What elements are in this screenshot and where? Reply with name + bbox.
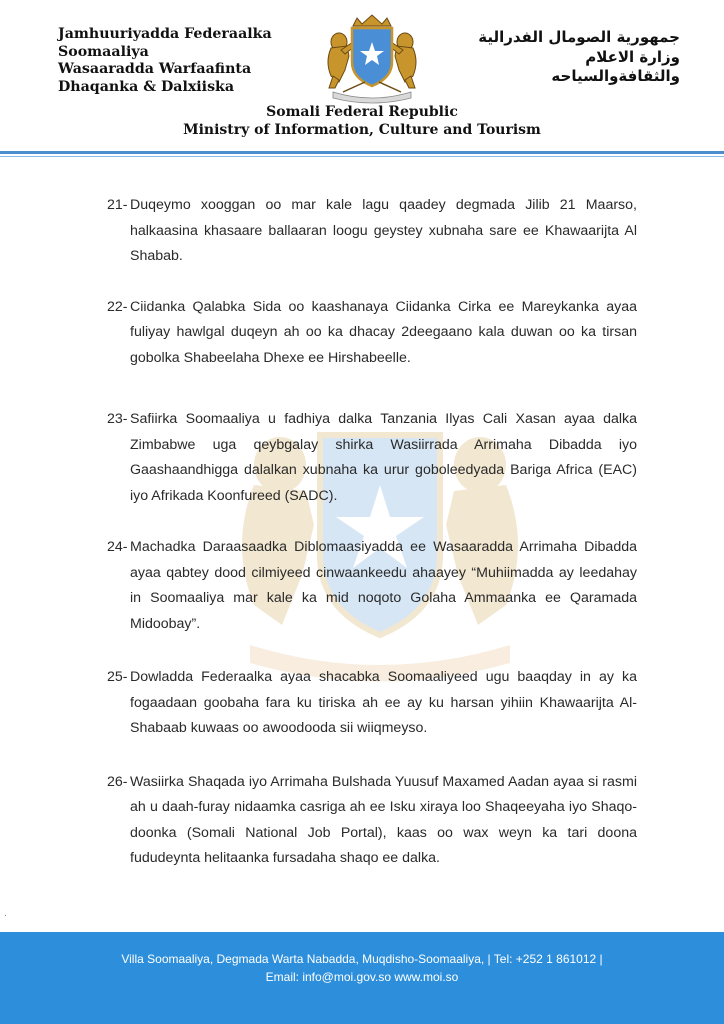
news-list xyxy=(107,193,637,872)
header-divider-thin xyxy=(0,156,724,157)
item-text: Ciidanka Qalabka Sida oo kaashanaya Ciidanka Cirka ee Mareykanka ayaa fuliyay hawlgal duqeyn ah oo ka dhacay 2deegaano kala duwan oo ka tirsan gobolka Shabeelaha Dhexe ee Hirshabeelle. xyxy=(130,298,637,366)
list-item xyxy=(107,407,637,509)
item-text: Wasiirka Shaqada iyo Arrimaha Bulshada Yuusuf Maxamed Aadan ayaa si rasmi ah u daah-furay nidaamka casriga ah ee Isku xiraya loo Shaqeeyaha iyo Shaqo-doonka (Somali National Job Portal), kaas oo wax weyn ka tari doona fududeynta helitaanka fursadaha shaqo ee dalka. xyxy=(130,773,637,866)
ministry-name-somali xyxy=(58,26,288,96)
list-item xyxy=(107,295,637,372)
list-item xyxy=(107,665,637,742)
ministry-name-arabic xyxy=(440,28,680,87)
header-right-line: وزارة الاعلام xyxy=(585,47,680,66)
item-number: 25- xyxy=(107,669,128,685)
ministry-title: Ministry of Information, Culture and Tourism xyxy=(183,121,541,138)
ribbon-icon xyxy=(333,92,411,103)
list-item xyxy=(107,770,637,872)
list-item xyxy=(107,535,637,637)
stray-mark: . xyxy=(4,908,7,919)
header-english xyxy=(0,104,724,139)
republic-title: Somali Federal Republic xyxy=(266,104,458,120)
footer-contact: Email: info@moi.gov.so www.moi.so xyxy=(265,970,459,984)
item-number: 26- xyxy=(107,773,128,790)
item-text: Machadka Daraasaadka Diblomaasiyadda ee Wasaaradda Arrimaha Dibadda ayaa qabtey dood cilmiyeed cinwaankeedu ahaayey “Muhiimadda ay leedahay in Soomaaliya mar kale ka mid noqoto Golaha Ammaanka ee Qaramada Midoobay”. xyxy=(130,539,637,632)
crown-icon xyxy=(353,15,391,26)
coat-of-arms-emblem xyxy=(319,12,425,104)
header-left-line: Wasaaradda Warfaafinta xyxy=(58,61,252,77)
list-item xyxy=(107,193,637,270)
header-divider xyxy=(0,151,724,154)
header-right-line: والثقافةوالسياحه xyxy=(551,67,680,85)
item-number: 23- xyxy=(107,411,128,427)
footer-address: Villa Soomaaliya, Degmada Warta Nabadda, Muqdisho-Soomaaliya, | Tel: +252 1 861012 | xyxy=(121,952,603,966)
footer-bar xyxy=(0,932,724,1024)
header-left-line: Jamhuuriyadda Federaalka xyxy=(58,26,272,42)
item-number: 21- xyxy=(107,197,128,213)
header-left-line: Soomaaliya xyxy=(58,43,149,60)
header-right-line: جمهورية الصومال الفدرالية xyxy=(478,28,680,46)
header-left-line: Dhaqanka & Dalxiiska xyxy=(58,78,235,95)
item-number: 22- xyxy=(107,298,128,315)
item-text: Dowladda Federaalka ayaa shacabka Soomaaliyeed ugu baaqday in ay ka fogaadaan goobaha fara ku tiriska ah ee ay ku harsan yihiin Khawaarijta Al-Shabaab kuwaas oo awoodooda sii wiiqmeyso. xyxy=(130,669,637,736)
item-text: Safiirka Soomaaliya u fadhiya dalka Tanzania Ilyas Cali Xasan ayaa dalka Zimbabwe uga qeybgalay shirka Wasiirrada Arrimaha Dibadda iyo Gaashaandhigga dalalkan xubnaha ka urur goboleedyada Bariga Africa (EAC) iyo Afrikada Koonfureed (SADC). xyxy=(130,411,637,504)
item-number: 24- xyxy=(107,539,128,555)
item-text: Duqeymo xooggan oo mar kale lagu qaadey degmada Jilib 21 Maarso, halkaasina khasaare ballaaran loogu geystey xubnaha sare ee Khawaarijta Al Shabab. xyxy=(130,197,637,264)
